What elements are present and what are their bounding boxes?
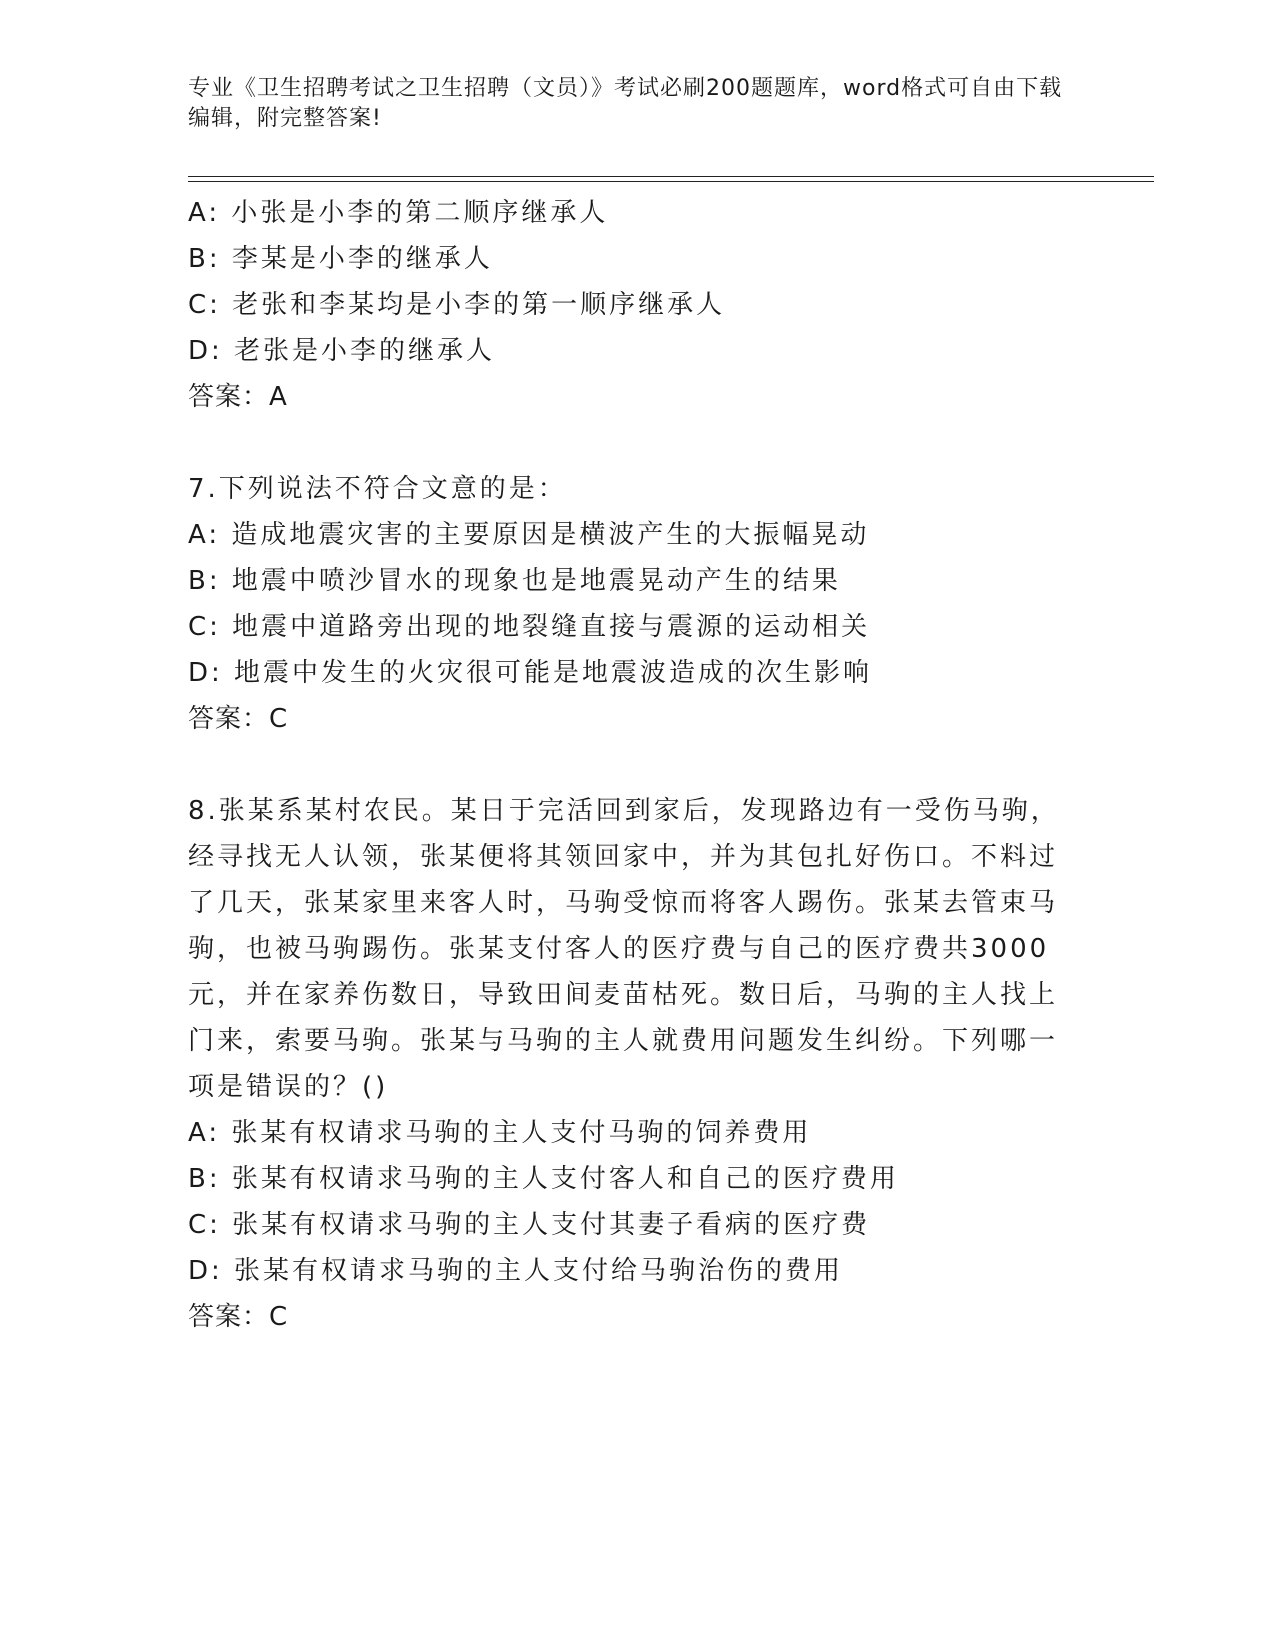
option-d: D: 老张是小李的继承人 [188, 336, 496, 366]
header-rule-top [188, 176, 1154, 177]
answer: 答案：C [188, 1302, 289, 1332]
option-a: A: 张某有权请求马驹的主人支付马驹的饲养费用 [188, 1118, 812, 1148]
spacer [188, 420, 1088, 466]
option-a: A: 小张是小李的第二顺序继承人 [188, 198, 609, 228]
question-8 [188, 788, 1088, 1340]
option-c: C: 老张和李某均是小李的第一顺序继承人 [188, 290, 726, 320]
option-b: B: 李某是小李的继承人 [188, 244, 493, 274]
question-6 [188, 190, 1088, 420]
document-body [188, 190, 1088, 1340]
question-stem: 8.张某系某村农民。某日于完活回到家后，发现路边有一受伤马驹，经寻找无人认领，张某便将其领回家中，并为其包扎好伤口。不料过了几天，张某家里来客人时，马驹受惊而将客人踢伤。张某去管束马驹，也被马驹踢伤。张某支付客人的医疗费与自己的医疗费共3000元，并在家养伤数日，导致田间麦苗枯死。数日后，马驹的主人找上门来，索要马驹。张某与马驹的主人就费用问题发生纠纷。下列哪一项是错误的？() [188, 796, 1060, 1102]
option-d: D: 张某有权请求马驹的主人支付给马驹治伤的费用 [188, 1256, 844, 1286]
answer: 答案：A [188, 382, 288, 412]
answer: 答案：C [188, 704, 289, 734]
question-stem: 7.下列说法不符合文意的是： [188, 474, 567, 504]
option-c: C: 张某有权请求马驹的主人支付其妻子看病的医疗费 [188, 1210, 871, 1240]
option-b: B: 张某有权请求马驹的主人支付客人和自己的医疗费用 [188, 1164, 899, 1194]
document-header: 专业《卫生招聘考试之卫生招聘（文员）》考试必刷200题题库，word格式可自由下载编辑，附完整答案! [188, 76, 1063, 131]
option-a: A: 造成地震灾害的主要原因是横波产生的大振幅晃动 [188, 520, 870, 550]
spacer [188, 742, 1088, 788]
option-d: D: 地震中发生的火灾很可能是地震波造成的次生影响 [188, 658, 873, 688]
option-c: C: 地震中道路旁出现的地裂缝直接与震源的运动相关 [188, 612, 871, 642]
question-7 [188, 466, 1088, 742]
header-rule-bottom [188, 181, 1154, 182]
option-b: B: 地震中喷沙冒水的现象也是地震晃动产生的结果 [188, 566, 841, 596]
